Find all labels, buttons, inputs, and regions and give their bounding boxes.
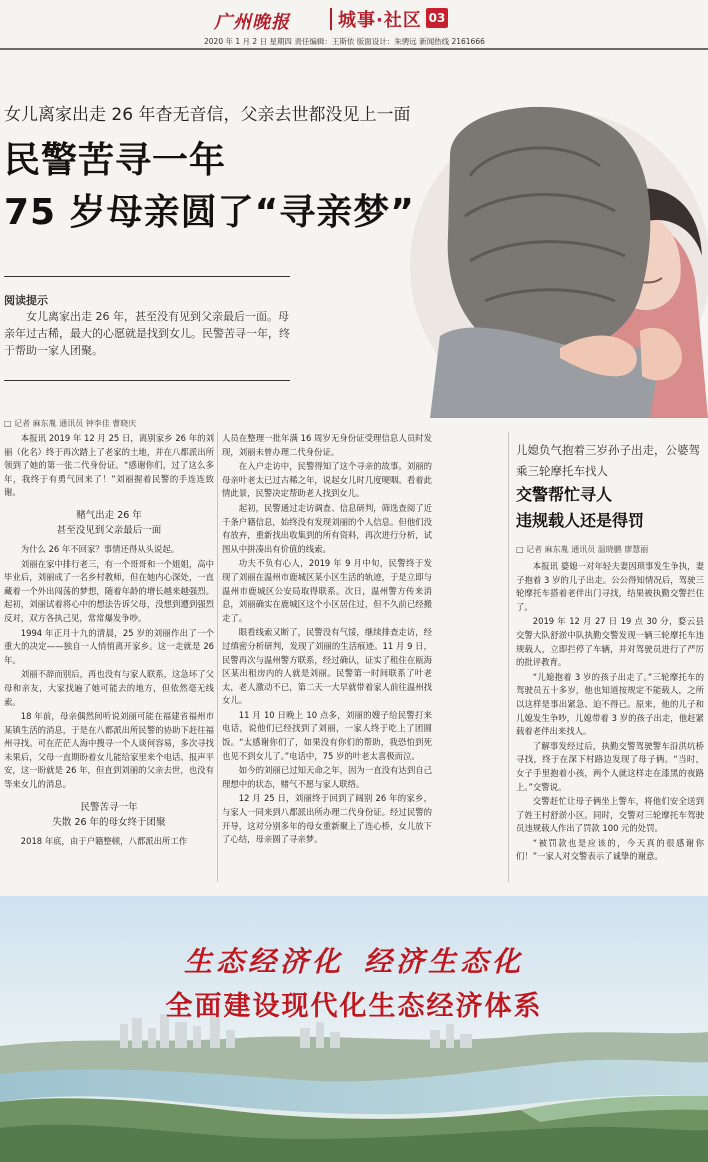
subheading-line: 赌气出走 26 年 <box>76 509 142 521</box>
lead-headline-line-1: 民警苦寻一年 <box>4 140 227 181</box>
city-river-landscape <box>0 896 708 1162</box>
banner-slogan <box>0 940 708 980</box>
subheading <box>4 800 214 830</box>
summary-label: 阅读提示 <box>4 294 48 307</box>
lead-kicker: 女儿离家出走 26 年杳无音信，父亲去世都没见上一面 <box>4 105 411 125</box>
summary-top-rule <box>4 276 290 277</box>
section-name: 城事·社区 <box>338 10 422 31</box>
article-paragraph: 本报讯 婆媳一对年轻夫妻因琐事发生争执，妻子抱着 3 岁的儿子出走。公公得知情况后，驾驶三轮摩托车搭着老伴出门寻找，结果被执勤交警拦住了。 <box>516 561 704 612</box>
masthead-divider <box>330 8 332 30</box>
article-paragraph: 18 年前，母亲偶然间听说刘丽可能在福建省福州市某镇生活的消息，于是在八都派出所民警的协助下赶往福州寻找。可在茫茫人海中搜寻一个人谈何容易，多次寻找未果后，父母一直期盼着女儿能给家里来个电话、报声平安，这一盼就是 26 年，但直到刘丽的父亲去世，也没有等来女儿的消息。 <box>4 711 214 790</box>
side-headline-line-2: 违规载人还是得罚 <box>516 511 645 530</box>
article-paragraph: 如今的刘丽已过知天命之年，因为一直没有达到自己理想中的状态，赌气不愿与家人联络。 <box>222 765 432 789</box>
article-paragraph: 刘丽不辞而别后，再也没有与家人联系，这急坏了父母和亲友，大家找遍了她可能去的地方，但依然毫无线索。 <box>4 669 214 707</box>
subheading <box>4 508 214 538</box>
embrace-illustration <box>410 96 708 418</box>
lead-headline-line-2: 75 岁母亲圆了“寻亲梦” <box>4 192 415 233</box>
side-kicker: 儿媳负气抱着三岁孙子出走，公婆驾乘三轮摩托车找人 <box>516 443 700 478</box>
banner-slogan-part-1: 生态经济化 <box>183 945 344 978</box>
article-paragraph: 2018 年底，由于户籍整顿，八都派出所工作 <box>20 835 188 846</box>
article-paragraph: 1994 年正月十九的清晨，25 岁的刘丽作出了一个重大的决定——独自一人悄悄离开家乡。这一走就是 26 年。 <box>4 627 214 665</box>
article-paragraph: 人员在整理一批年满 16 周岁无身份证受理信息人员时发现，刘丽未曾办理二代身份证。 <box>222 433 432 457</box>
article-paragraph: “儿媳抱着 3 岁的孩子出走了。”三轮摩托车的驾驶员五十多岁，他也知道按规定不能载人，之所以这样是事出紧急、迫不得已。原来，他的儿子和儿媳发生争吵，儿媳带着 3 岁的孩子出走，他赶紧载着老伴出来找人。 <box>516 671 704 737</box>
article-paragraph: 2019 年 12 月 27 日 19 点 30 分，婺云县交警大队舒淤中队执勤交警发现一辆三轮摩托车违规载人，立即拦停了车辆，并对驾驶员进行了严厉的批评教育。 <box>516 616 704 668</box>
masthead-rule <box>0 48 708 50</box>
side-headline-line-1: 交警帮忙寻人 <box>516 485 613 504</box>
banner-slogan-part-2: 经济生态化 <box>364 945 525 978</box>
article-paragraph: 交警赶忙让母子俩坐上警车，将他们安全送到了姓王村舒淤小区。同时，交警对三轮摩托车驾驶员违规载人作出了罚款 100 元的处罚。 <box>516 796 704 834</box>
article-paragraph: 眼看线索又断了，民警没有气馁，继续排查走访，经过缜密分析研判，发现了刘丽的生活痕迹。11 月 9 日，民警再次与温州警方联系，经过确认，证实了租住在瓯海区某出租房内的人就是刘丽。民警第一时间联系了叶老太，老人激动不已，第二天一大早就带着家人前往温州找女儿。 <box>222 627 432 706</box>
article-paragraph: 功夫不负有心人，2019 年 9 月中旬，民警终于发现了刘丽在温州市鹿城区某小区生活的轨迹，于是立即与温州市鹿城区公安局取得联系。次日，温州警方传来消息，刘丽确实在鹿城区这个小区居住过，但不久前已经搬走了。 <box>222 558 432 623</box>
article-paragraph: “被罚款也是应该的，今天真的很感谢你们！”一家人对交警表示了诚挚的谢意。 <box>516 837 704 862</box>
article-paragraph: 12 月 25 日，刘丽终于回到了阔别 26 年的家乡，与家人一同来到八都派出所办理二代身份证。经过民警的开导，这对分别多年的母女重新聚上了连心桥，女儿放下了心结，母亲圆了寻亲梦。 <box>222 793 432 845</box>
article-paragraph: 为什么 26 年不回家？事情还得从头说起。 <box>20 543 180 554</box>
article-paragraph: 了解事发经过后，执勤交警驾驶警车沿洪坑桥寻找，终于在深下村路边发现了母子俩。“当时，女子手里抱着小孩，两个人就这样走在漆黑的夜路上。”交警说。 <box>516 740 704 792</box>
article-paragraph: 11 月 10 日晚上 10 点多，刘丽的嫂子给民警打来电话，说他们已经找到了刘丽，一家人终于吃上了团圆饭。“太感谢你们了，如果没有你们的帮助，我恐怕到死也见不到女儿了。”电话中，75 岁的叶老太喜极而泣。 <box>222 709 432 761</box>
column-divider <box>217 432 218 882</box>
subheading-line: 民警苦寻一年 <box>80 801 138 813</box>
paper-name-logo: 广州晚报 <box>214 12 290 33</box>
article-paragraph: 在入户走访中，民警得知了这个寻亲的故事。刘丽的母亲叶老太已过古稀之年，说起女儿时几度哽咽。看着此情此景，民警决定帮助老人找到女儿。 <box>222 461 432 499</box>
article-paragraph: 起初，民警通过走访调查、信息研判，筛选查阅了近千条户籍信息，始终没有发现刘丽的个人信息。但他们没有放弃，重新找出收集到的所有资料，再次进行分析，试图从中拼凑出有价值的线索。 <box>222 502 432 554</box>
page-number-badge: 03 <box>426 8 448 28</box>
eco-economy-banner <box>0 896 708 1162</box>
banner-title: 全面建设现代化生态经济体系 <box>165 991 543 1022</box>
lead-article-column-1 <box>4 432 214 894</box>
article-paragraph: 刘丽在家中排行老三，有一个哥哥和一个姐姐，高中毕业后，刘丽成了一名乡村教师，但在她内心深处，一直藏着一个外出闯荡的梦想，随着年龄的增长越来越强烈。起初，刘丽试着将心中的想法告诉父母，没想到遭到强烈反对，双方各执己见，常常爆发争吵。 <box>4 558 214 623</box>
summary-bottom-rule <box>4 380 290 381</box>
masthead <box>0 0 708 46</box>
summary-text: 女儿离家出走 26 年，甚至没有见到父亲最后一面。母亲年过古稀，最大的心愿就是找到女儿。民警苦寻一年，终于帮助一家人团聚。 <box>4 310 290 357</box>
column-divider <box>508 432 509 882</box>
issue-info-line: 2020 年 1 月 2 日 星期四 责任编辑：王斯依 版面设计：朱骋远 新闻热线 2161666 <box>204 37 485 46</box>
article-paragraph: 本报讯 2019 年 12 月 25 日，离别家乡 26 年的刘丽（化名）终于再次踏上了老家的土地，并在八都派出所领到了她的第一张二代身份证。“感谢你们，过了这么多年，我终于有勇气回来了！”刘丽握着民警的手连连致谢。 <box>4 433 214 498</box>
side-article-column <box>516 560 704 894</box>
side-byline: □ 记者 麻东胤 通讯员 温晓鹏 廖慧丽 <box>516 544 648 555</box>
subheading-line: 失散 26 年的母女终于团聚 <box>52 816 166 828</box>
lead-byline: □ 记者 麻东胤 通讯员 钟李佳 曹晓庆 <box>4 418 136 429</box>
subheading-line: 甚至没见到父亲最后一面 <box>56 524 162 536</box>
lead-article-column-2 <box>222 432 432 894</box>
